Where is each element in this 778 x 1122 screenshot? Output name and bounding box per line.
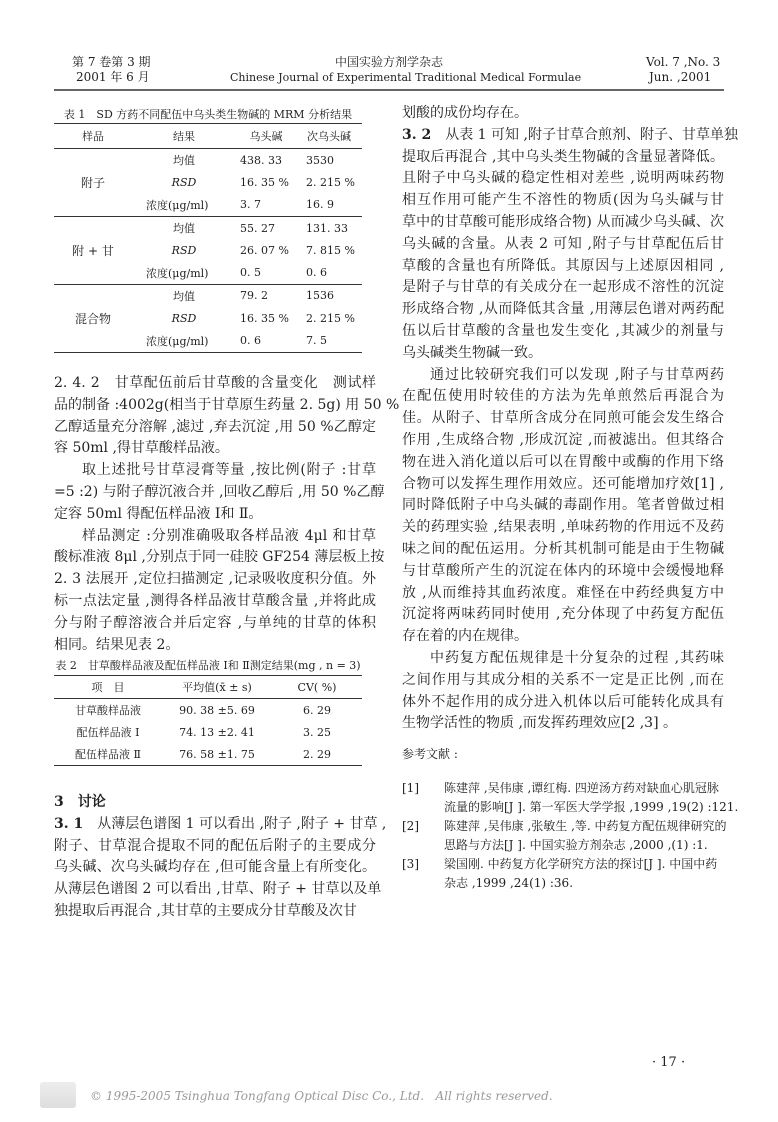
table1-cell: 16. 35 % bbox=[240, 311, 289, 325]
table2-cell: 配伍样品液 Ⅰ bbox=[76, 726, 140, 739]
paragraph-3-2 bbox=[402, 125, 738, 365]
table1-cell: 16. 9 bbox=[306, 198, 334, 212]
paragraph-conclusion bbox=[402, 648, 724, 735]
text-line: 中药复方配伍规律是十分复杂的过程 ,其药味 bbox=[430, 649, 724, 666]
table1-cell: RSD bbox=[171, 175, 197, 189]
journal-title-en: Chinese Journal of Experimental Traditional Medical Formulae bbox=[230, 71, 582, 84]
table2-row bbox=[54, 699, 362, 722]
text-line: 且附子中乌头碱的稳定性相对差些 ,说明两味药物 bbox=[402, 170, 724, 187]
reference-item bbox=[402, 817, 727, 855]
header-rule bbox=[54, 89, 724, 91]
table2-cell: 74. 13 ±2. 41 bbox=[179, 725, 255, 739]
reference-number: [2] bbox=[402, 819, 419, 833]
table1-cell: 浓度(μg/ml) bbox=[146, 266, 209, 280]
text-line: 形成络合物 ,从而降低其含量 ,用薄层色谱对两药配 bbox=[402, 301, 724, 318]
table2-row bbox=[54, 743, 362, 766]
text-line: 在配伍使用时较佳的方法为先单煎然后再混合为 bbox=[402, 388, 724, 405]
text-line: 酸标准液 8μl ,分别点于同一硅胶 GF254 薄层板上按 bbox=[54, 549, 385, 566]
copyright-footer: © 1995-2005 Tsinghua Tongfang Optical Disc Co., Ltd. All rights reserved. bbox=[90, 1089, 553, 1103]
reference-line: 流量的影响[J ]. 第一军医大学学报 ,1999 ,19(2) :121. bbox=[444, 800, 739, 814]
table1-cell: 2. 215 % bbox=[306, 175, 355, 189]
discussion-section bbox=[54, 792, 387, 923]
table1-cell: 131. 33 bbox=[306, 221, 348, 235]
reference-line: 陈建萍 ,吴伟康 ,谭红梅. 四逆汤方药对缺血心肌冠脉 bbox=[444, 781, 719, 795]
text-line: 乌头碱、次乌头碱均存在 ,但可能含量上有所变化。 bbox=[54, 859, 376, 876]
text-line: 分与附子醇溶液合并后定容 ,与单纯的甘草的体积 bbox=[54, 614, 376, 631]
table1-cell: 2. 215 % bbox=[306, 311, 355, 325]
text-line: 提取后再混合 ,其中乌头类生物碱的含量显著降低。 bbox=[402, 148, 724, 165]
text-line: 草酸的含量也有所降低。其原因与上述原因相同 , bbox=[402, 257, 724, 274]
text-line: 从薄层色谱图 2 可以看出 ,甘草、附子 + 甘草以及单 bbox=[54, 881, 382, 898]
reference-number: [1] bbox=[402, 781, 419, 795]
text-line: 2. 4. 2 甘草配伍前后甘草酸的含量变化 测试样 bbox=[54, 375, 376, 391]
table1-cell: 16. 35 % bbox=[240, 175, 289, 189]
text-line: 3. 1 从薄层色谱图 1 可以看出 ,附子 ,附子 + 甘草 , bbox=[54, 815, 387, 832]
table1-row bbox=[54, 216, 362, 239]
table1-header: 乌头碱 bbox=[249, 130, 283, 143]
table2-row bbox=[54, 721, 362, 743]
table1-cell: 26. 07 % bbox=[240, 243, 289, 257]
table2-cell: 配伍样品液 Ⅱ bbox=[75, 748, 141, 761]
volume-issue-cn: 第 7 卷第 3 期 bbox=[72, 55, 151, 69]
text-line: 划酸的成份均存在。 bbox=[402, 105, 528, 121]
text-line: 物在进入消化道以后可以在胃酸中或酶的作用下络 bbox=[402, 453, 724, 470]
table1-row bbox=[54, 284, 362, 307]
text-line: 佳。从附子、甘草所含成分在同煎可能会发生络合 bbox=[402, 410, 724, 427]
text-line: 相互作用可能产生不溶性的物质(因为乌头碱与甘 bbox=[402, 192, 724, 209]
text-line: 乌头碱的含量。从表 2 可知 ,附子与甘草配伍后甘 bbox=[402, 235, 724, 252]
table1-sample: 附子 bbox=[80, 175, 105, 190]
publisher-logo-icon bbox=[40, 1082, 76, 1108]
table1-cell: 均值 bbox=[173, 154, 195, 168]
reference-number: [3] bbox=[402, 857, 419, 871]
text-line: 相同。结果见表 2。 bbox=[54, 636, 180, 653]
reference-item bbox=[402, 855, 724, 893]
table1-cell: 0. 5 bbox=[240, 266, 261, 280]
table1-cell: 7. 815 % bbox=[306, 243, 355, 257]
date-cn: 2001 年 6 月 bbox=[76, 70, 150, 84]
paragraph-continued bbox=[402, 103, 724, 125]
reference-item bbox=[402, 779, 739, 817]
text-line: 3. 2 从表 1 可知 ,附子甘草合煎剂、附子、甘草单独 bbox=[402, 126, 738, 143]
header-right bbox=[646, 55, 720, 85]
table1-cell: 55. 27 bbox=[240, 221, 275, 235]
table1-cell: 3530 bbox=[306, 153, 334, 167]
text-line: 草中的甘草酸可能形成络合物) 从而减少乌头碱、次 bbox=[402, 213, 724, 230]
table1-cell: RSD bbox=[171, 311, 197, 325]
text-line: 之间作用与其成分相的关系不一定是正比例 ,而在 bbox=[402, 671, 724, 688]
table1 bbox=[54, 123, 362, 353]
references-title: 参考文献 : bbox=[402, 747, 458, 761]
table1-header: 样品 bbox=[82, 130, 104, 143]
table2-header: 项 目 bbox=[91, 681, 125, 694]
text-line: 关的药理实验 ,结果表明 ,单味药物的作用远不及药 bbox=[402, 519, 724, 536]
table2-cell: 76. 58 ±1. 75 bbox=[179, 747, 255, 761]
paragraph-measurement bbox=[54, 526, 385, 657]
text-line: 同时降低附子中乌头碱的毒副作用。笔者曾做过相 bbox=[402, 497, 724, 514]
table1-sample: 附 + 甘 bbox=[72, 243, 114, 258]
table1-cell: 3. 7 bbox=[240, 198, 261, 212]
section-title-discussion: 3 讨论 bbox=[54, 794, 106, 810]
reference-line: 梁国刚. 中药复方化学研究方法的探讨[J ]. 中国中药 bbox=[444, 857, 718, 871]
references-list bbox=[402, 779, 739, 893]
table1-cell: 1536 bbox=[306, 289, 334, 303]
table1-sample: 混合物 bbox=[74, 311, 111, 326]
text-line: 容 50ml ,得甘草酸样品液。 bbox=[54, 440, 229, 457]
header-center bbox=[230, 55, 582, 85]
text-line: 独提取后再混合 ,其甘草的主要成分甘草酸及次甘 bbox=[54, 902, 357, 919]
table1-cell: RSD bbox=[171, 243, 197, 257]
table1-header: 次乌头碱 bbox=[307, 130, 351, 143]
table1-cell: 438. 33 bbox=[240, 153, 282, 167]
text-line: 合物可以发挥生理作用效应。还可能增加疗效[1] , bbox=[402, 475, 724, 492]
reference-line: 陈建萍 ,吴伟康 ,张敏生 ,等. 中药复方配伍规律研究的 bbox=[444, 819, 727, 833]
text-line: 定容 50ml 得配伍样品液 Ⅰ和 Ⅱ。 bbox=[54, 505, 263, 522]
paragraph-comparison bbox=[402, 365, 724, 648]
table2-header: CV( %) bbox=[297, 680, 337, 694]
text-line: 品的制备 :4002g(相当于甘草原生药量 2. 5g) 用 50 % bbox=[54, 396, 400, 413]
text-line: 放 ,从而维持其血药浓度。难怪在中药经典复方中 bbox=[402, 584, 724, 601]
text-line: =5 :2) 与附子醇沉液合并 ,回收乙醇后 ,用 50 %乙醇 bbox=[54, 483, 385, 500]
journal-title-cn: 中国实验方剂学杂志 bbox=[334, 55, 443, 69]
reference-line: 杂志 ,1999 ,24(1) :36. bbox=[444, 876, 574, 890]
table1-cell: 浓度(μg/ml) bbox=[146, 334, 209, 348]
table1-cell: 均值 bbox=[173, 222, 195, 236]
text-line: 体外不起作用的成分进入机体以后可能转化成具有 bbox=[402, 693, 724, 710]
text-line: 乙醇适量充分溶解 ,滤过 ,弃去沉淀 ,用 50 %乙醇定 bbox=[54, 418, 376, 435]
text-line: 2. 3 法展开 ,定位扫描测定 ,记录吸收度积分值。外 bbox=[54, 571, 376, 588]
table2-cell: 甘草酸样品液 bbox=[75, 704, 141, 717]
header-left bbox=[72, 55, 151, 85]
table2-cell: 90. 38 ±5. 69 bbox=[179, 703, 255, 717]
table1-cell: 79. 2 bbox=[240, 289, 268, 303]
date-en: Jun. ,2001 bbox=[649, 70, 712, 84]
text-line: 作用 ,生成络合物 ,形成沉淀 ,而被滤出。但其络合 bbox=[402, 431, 724, 448]
table1-cell: 浓度(μg/ml) bbox=[146, 198, 209, 212]
text-line: 通过比较研究我们可以发现 ,附子与甘草两药 bbox=[430, 366, 724, 383]
table2-caption: 表 2 甘草酸样品液及配伍样品液 Ⅰ和 Ⅱ测定结果(mg , n = 3) bbox=[55, 659, 361, 672]
text-line: 是附子与甘草的有关成分在一起形成不溶性的沉淀 bbox=[402, 279, 724, 296]
text-line: 沉淀将两味药同时使用 ,充分体现了中药复方配伍 bbox=[402, 606, 724, 623]
volume-issue-en: Vol. 7 ,No. 3 bbox=[646, 55, 721, 69]
table1-cell: 均值 bbox=[173, 289, 195, 303]
reference-line: 思路与方法[J ]. 中国实验方剂杂志 ,2000 ,(1) :1. bbox=[444, 838, 708, 852]
table1-cell: 7. 5 bbox=[306, 334, 327, 348]
text-line: 存在着的内在规律。 bbox=[402, 628, 528, 645]
table2-cell: 6. 29 bbox=[303, 703, 331, 717]
text-line: 乌头碱类生物碱一致。 bbox=[402, 344, 542, 361]
table2-cell: 3. 25 bbox=[303, 725, 331, 739]
table2-cell: 2. 29 bbox=[303, 747, 331, 761]
table2-header: 平均值(x̄ ± s) bbox=[182, 681, 252, 694]
text-line: 伍以后甘草酸的含量也发生变化 ,其减少的剂量与 bbox=[402, 322, 724, 339]
table1-row bbox=[54, 149, 362, 172]
table1-header: 结果 bbox=[173, 130, 195, 143]
paragraph-mix bbox=[54, 460, 385, 525]
text-line: 与甘草酸所产生的沉淀在体内的环境中会缓慢地释 bbox=[402, 562, 724, 579]
page-number: · 17 · bbox=[652, 1055, 686, 1070]
text-line: 样品测定 :分别准确吸取各样品液 4μl 和甘草 bbox=[82, 527, 376, 544]
table1-cell: 0. 6 bbox=[306, 266, 327, 280]
paragraph-3-1 bbox=[54, 814, 387, 923]
text-line: 生物学活性的物质 ,而发挥药理效应[2 ,3] 。 bbox=[402, 715, 677, 732]
table1-caption: 表 1 SD 方药不同配伍中乌头类生物碱的 MRM 分析结果 bbox=[63, 108, 353, 121]
left-column bbox=[54, 373, 400, 656]
right-column bbox=[402, 103, 738, 735]
table2 bbox=[54, 675, 362, 766]
text-line: 标一点法定量 ,测得各样品液甘草酸含量 ,并将此成 bbox=[54, 592, 376, 609]
table1-cell: 0. 6 bbox=[240, 334, 261, 348]
text-line: 取上述批号甘草浸膏等量 ,按比例(附子 :甘草 bbox=[82, 462, 376, 479]
paragraph-2-4-2 bbox=[54, 373, 400, 460]
text-line: 附子、甘草混合提取不同的配伍后附子的主要成分 bbox=[54, 837, 376, 854]
text-line: 味之间的配伍运用。分析其机制可能是由于生物碱 bbox=[402, 540, 724, 557]
